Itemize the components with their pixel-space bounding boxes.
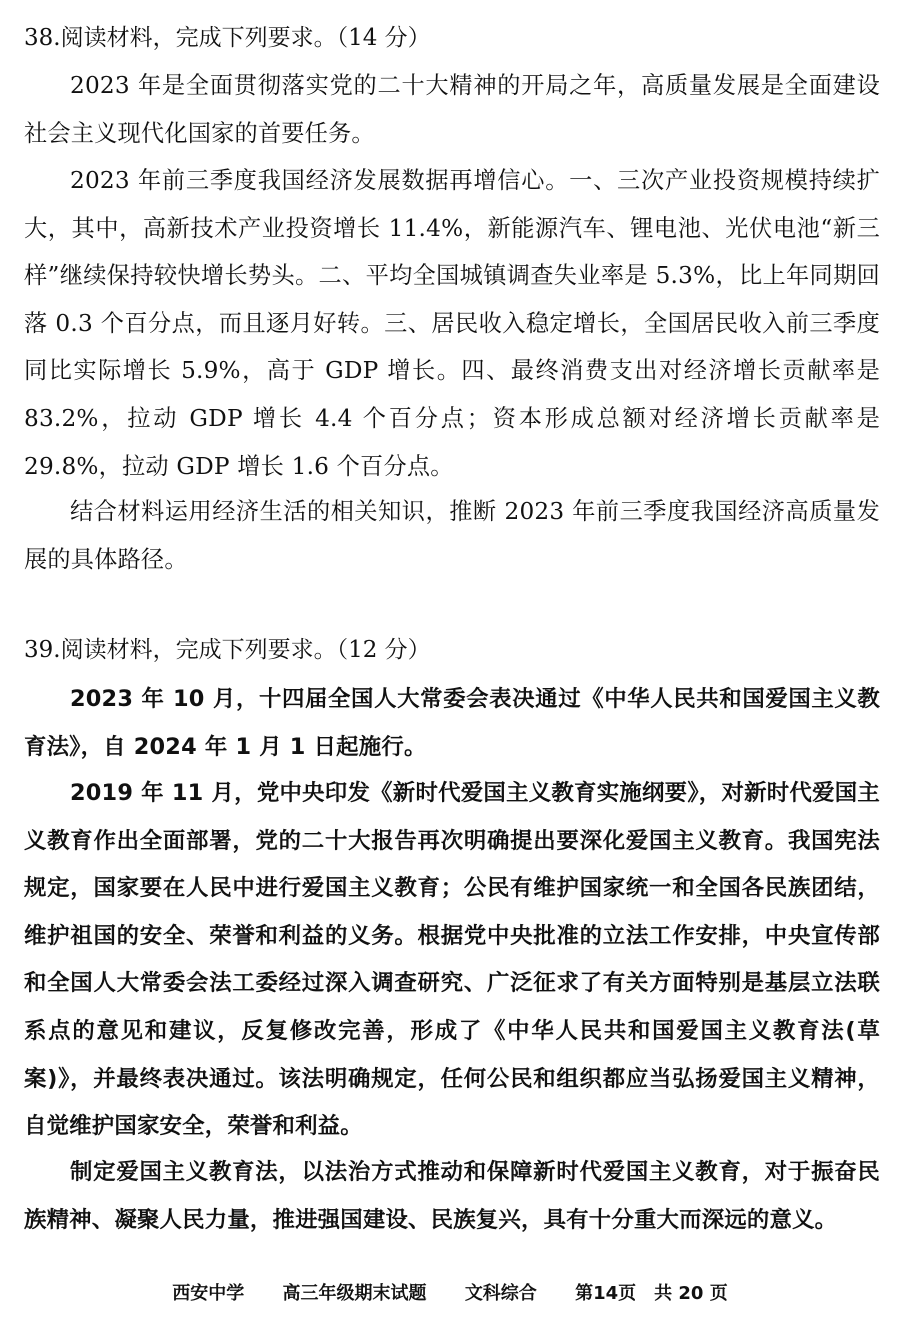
- question-38-task: 结合材料运用经济生活的相关知识，推断 2023 年前三季度我国经济高质量发展的具体路径。: [24, 498, 880, 573]
- question-39-material-conclusion: 制定爱国主义教育法，以法治方式推动和保障新时代爱国主义教育，对于振奋民族精神、凝聚人民力量，推进强国建设、民族复兴，具有十分重大而深远的意义。: [24, 1159, 880, 1233]
- question-39-title: 39.阅读材料，完成下列要求。（12 分）: [24, 637, 431, 663]
- footer-subject: 文科综合: [464, 1283, 537, 1304]
- question-38-material-data: 2023 年前三季度我国经济发展数据再增信心。一、三次产业投资规模持续扩大，其中，高新技术产业投资增长 11.4%，新能源汽车、锂电池、光伏电池“新三样”继续保持较快增长势头。二、平均全国城镇调查失业率是 5.3%，比上年同期回落 0.3 个百分点，而且逐月好转。三、居民收入稳定增长，全国居民收入前三季度同比实际增长 5.9%，高于 GDP 增长。四、最终消费支出对经济增长贡献率是 83.2%，拉动 GDP 增长 4.4 个百分点；资本形成总额对经济增长贡献率是 29.8%，拉动 GDP 增长 1.6 个百分点。: [24, 167, 880, 480]
- page-footer: [0, 1280, 900, 1308]
- question-38-material-intro: 2023 年是全面贯彻落实党的二十大精神的开局之年，高质量发展是全面建设社会主义现代化国家的首要任务。: [24, 72, 880, 147]
- footer-school: 西安中学: [172, 1283, 245, 1304]
- footer-exam: 高三年级期末试题: [282, 1283, 427, 1304]
- question-39-material-body: 2019 年 11 月，党中央印发《新时代爱国主义教育实施纲要》，对新时代爱国主义教育作出全面部署，党的二十大报告再次明确提出要深化爱国主义教育。我国宪法规定，国家要在人民中进行爱国主义教育；公民有维护国家统一和全国各民族团结，维护祖国的安全、荣誉和利益的义务。根据党中央批准的立法工作安排，中央宣传部和全国人大常委会法工委经过深入调查研究、广泛征求了有关方面特别是基层立法联系点的意见和建议，反复修改完善，形成了《中华人民共和国爱国主义教育法(草案)》，并最终表决通过。该法明确规定，任何公民和组织都应当弘扬爱国主义精神，自觉维护国家安全，荣誉和利益。: [24, 780, 880, 1140]
- question-38-title: 38.阅读材料，完成下列要求。（14 分）: [24, 25, 431, 51]
- footer-page-number: 第14页 共 20 页: [575, 1283, 728, 1304]
- question-39-material-intro: 2023 年 10 月，十四届全国人大常委会表决通过《中华人民共和国爱国主义教育法》，自 2024 年 1 月 1 日起施行。: [24, 686, 880, 760]
